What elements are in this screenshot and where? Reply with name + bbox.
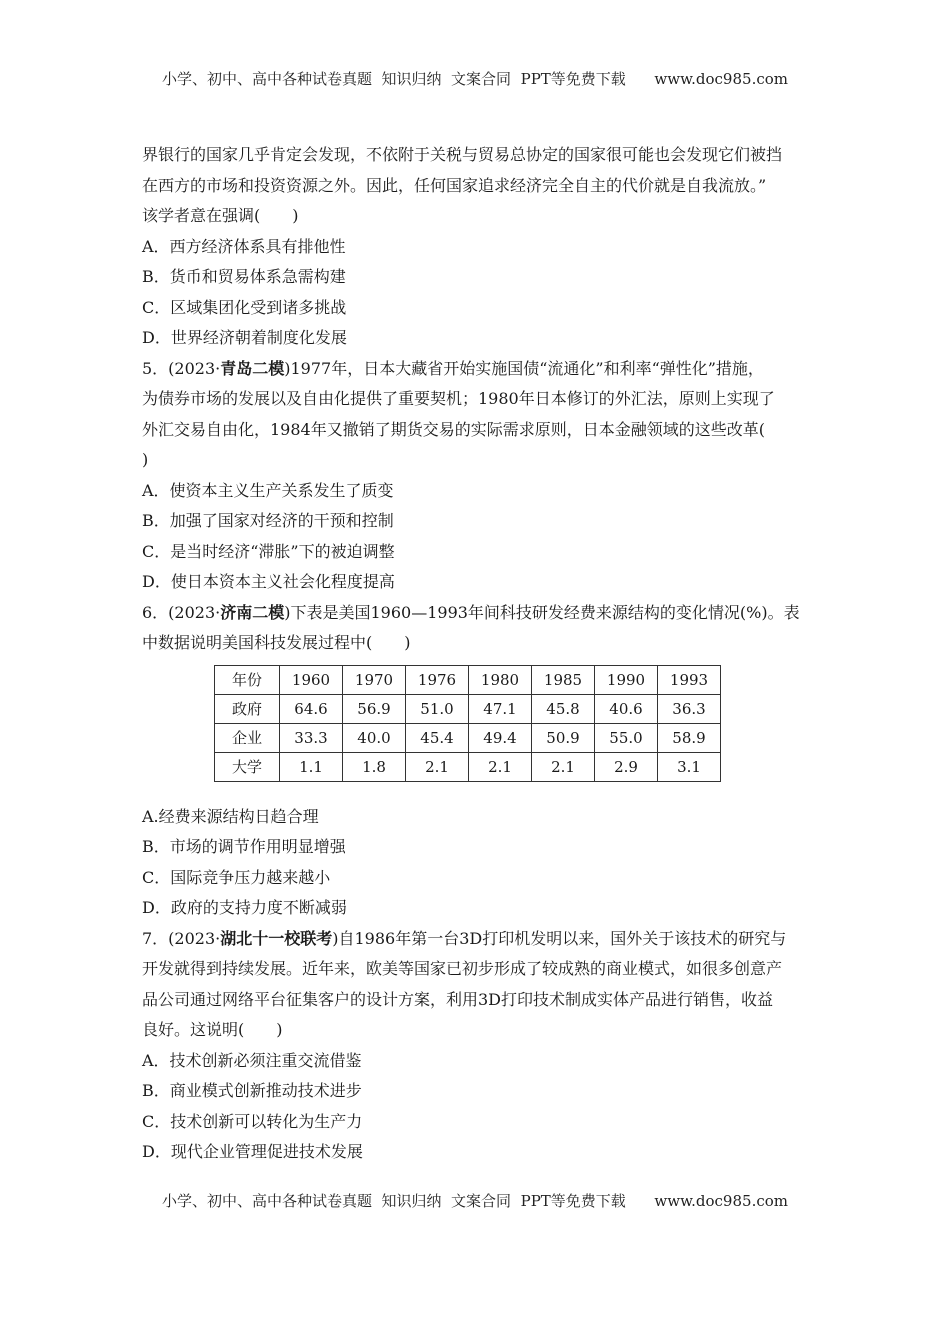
question-6-option-d: D．政府的支持力度不断减弱	[142, 898, 347, 917]
question-6-option-c: C．国际竞争压力越来越小	[142, 867, 331, 887]
funding-table	[214, 665, 721, 782]
question-5	[142, 354, 810, 598]
question-6-stem-line-2: 中数据说明美国科技发展过程中( )	[142, 633, 411, 652]
question-5-stem-line-3: 外汇交易自由化，1984年又撤销了期货交易的实际需求原则，日本金融领域的这些改革(	[142, 419, 765, 439]
table-cell: 大学	[215, 752, 280, 781]
table-cell: 1990	[595, 665, 658, 694]
question-5-option-d: D．使日本资本主义社会化程度提高	[142, 572, 395, 591]
table-cell: 1.8	[343, 752, 406, 781]
question-6-option-a: A.经费来源结构日趋合理	[142, 806, 319, 826]
table-row	[215, 752, 721, 781]
question-6-option-b: B．市场的调节作用明显增强	[142, 837, 346, 856]
question-6	[142, 598, 810, 924]
question-4-line-3: 该学者意在强调( )	[142, 206, 299, 225]
table-cell: 2.9	[595, 752, 658, 781]
table-cell: 45.8	[532, 694, 595, 723]
question-7-stem-line-3: 品公司通过网络平台征集客户的设计方案，利用3D打印技术制成实体产品进行销售，收益	[142, 989, 774, 1009]
question-7-option-b: B．商业模式创新推动技术进步	[142, 1081, 362, 1100]
question-4-option-c: C．区域集团化受到诸多挑战	[142, 297, 347, 317]
table-cell: 1.1	[280, 752, 343, 781]
table-cell: 58.9	[658, 723, 721, 752]
question-6-stem-line-1	[142, 598, 810, 629]
table-cell: 2.1	[469, 752, 532, 781]
question-4-option-a: A．西方经济体系具有排他性	[142, 236, 346, 256]
table-cell: 51.0	[406, 694, 469, 723]
table-cell: 1985	[532, 665, 595, 694]
question-7-stem-text: )自1986年第一台3D打印机发明以来，国外关于该技术的研究与	[332, 928, 787, 948]
table-cell: 40.6	[595, 694, 658, 723]
question-4-line-1: 界银行的国家几乎肯定会发现，不依附于关税与贸易总协定的国家很可能也会发现它们被挡	[142, 145, 783, 164]
table-cell: 49.4	[469, 723, 532, 752]
question-5-option-b: B．加强了国家对经济的干预和控制	[142, 511, 394, 530]
table-cell: 2.1	[532, 752, 595, 781]
question-6-number: 6．(2023·	[142, 602, 221, 622]
page-header: 小学、初中、高中各种试卷真题 知识归纳 文案合同 PPT等免费下载 www.doc985.com	[161, 70, 788, 88]
question-5-option-a: A．使资本主义生产关系发生了质变	[142, 480, 394, 500]
question-7-stem-line-1	[142, 924, 810, 955]
table-cell: 1960	[280, 665, 343, 694]
page-footer: 小学、初中、高中各种试卷真题 知识归纳 文案合同 PPT等免费下载 www.doc985.com	[161, 1192, 788, 1210]
question-4	[142, 140, 810, 354]
question-7-source: 湖北十一校联考	[220, 928, 333, 948]
question-5-stem-line-1	[142, 354, 810, 385]
table-cell: 企业	[215, 723, 280, 752]
question-5-stem-line-2: 为债券市场的发展以及自由化提供了重要契机；1980年日本修订的外汇法，原则上实现了	[142, 389, 775, 408]
question-4-line-2: 在西方的市场和投资资源之外。因此，任何国家追求经济完全自主的代价就是自我流放。”	[142, 175, 767, 195]
table-row	[215, 694, 721, 723]
table-cell: 50.9	[532, 723, 595, 752]
table-row	[215, 723, 721, 752]
table-header-row	[215, 665, 721, 694]
table-cell: 1980	[469, 665, 532, 694]
table-cell: 2.1	[406, 752, 469, 781]
question-6-stem-text: )下表是美国1960—1993年间科技研发经费来源结构的变化情况(%)。表	[284, 602, 800, 622]
table-cell: 1976	[406, 665, 469, 694]
table-cell: 56.9	[343, 694, 406, 723]
question-7-option-a: A．技术创新必须注重交流借鉴	[142, 1050, 362, 1070]
table-cell: 36.3	[658, 694, 721, 723]
question-7-stem-line-4: 良好。这说明( )	[142, 1020, 283, 1039]
table-cell: 1993	[658, 665, 721, 694]
table-cell: 年份	[215, 665, 280, 694]
table-cell: 3.1	[658, 752, 721, 781]
table-cell: 64.6	[280, 694, 343, 723]
question-5-number: 5．(2023·	[142, 358, 221, 378]
table-cell: 33.3	[280, 723, 343, 752]
question-7-stem-line-2: 开发就得到持续发展。近年来，欧美等国家已初步形成了较成熟的商业模式，如很多创意产	[142, 959, 783, 978]
question-7-option-d: D．现代企业管理促进技术发展	[142, 1142, 363, 1161]
page-content	[142, 140, 810, 1168]
question-7-number: 7．(2023·	[142, 928, 221, 948]
table-cell: 40.0	[343, 723, 406, 752]
question-5-stem-line-4: )	[142, 450, 149, 469]
table-cell: 1970	[343, 665, 406, 694]
table-cell: 47.1	[469, 694, 532, 723]
table-cell: 45.4	[406, 723, 469, 752]
question-4-option-d: D．世界经济朝着制度化发展	[142, 328, 347, 347]
question-7	[142, 924, 810, 1168]
question-5-source: 青岛二模	[220, 358, 285, 378]
question-6-source: 济南二模	[220, 602, 285, 622]
table-cell: 55.0	[595, 723, 658, 752]
question-5-option-c: C．是当时经济“滞胀”下的被迫调整	[142, 541, 395, 561]
table-cell: 政府	[215, 694, 280, 723]
question-7-option-c: C．技术创新可以转化为生产力	[142, 1111, 363, 1131]
spacer	[142, 792, 810, 802]
question-4-option-b: B．货币和贸易体系急需构建	[142, 267, 346, 286]
question-5-stem-text: )1977年，日本大藏省开始实施国债“流通化”和利率“弹性化”措施，	[284, 358, 764, 378]
